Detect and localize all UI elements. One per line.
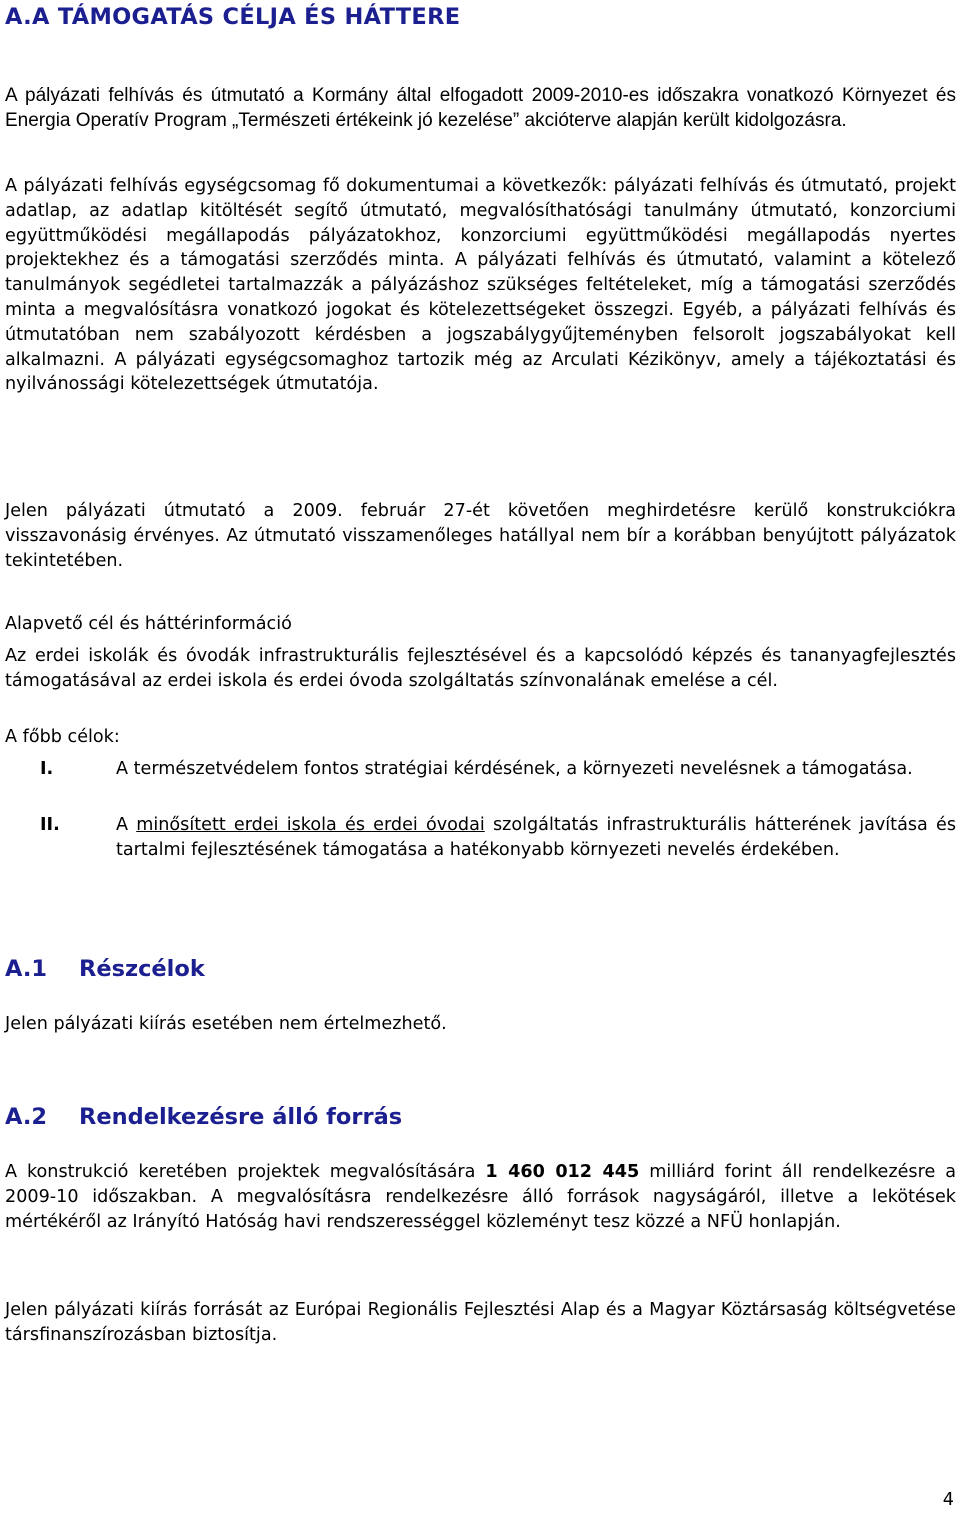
validity-block <box>5 499 956 573</box>
subsection-title: Rendelkezésre álló forrás <box>79 1104 403 1130</box>
intro-text-a: A pályázati felhívás és útmutató a Kormány által elfogadott 2009-2010-es időszakra vonatkozó Környezet és Energia Operatív Program „Természeti értékeink jó kezelése” akcióterve alapján került kidolgozásra. <box>5 85 956 131</box>
subsection-heading-a2 <box>5 1104 402 1130</box>
goal-number: I. <box>40 759 54 779</box>
document-page <box>5 0 956 1515</box>
subsection-number: A.2 <box>5 1104 48 1130</box>
amount-text-start: A konstrukció keretében projektek megvalósítására <box>5 1162 486 1182</box>
background-title-block <box>5 612 956 637</box>
background-block <box>5 644 956 694</box>
goal-text-end: szolgáltatás infrastrukturális hátterének javítása és tartalmi fejlesztésének támogatása a hatékonyabb környezeti nevelés érdekében. <box>116 815 956 860</box>
a1-paragraph: Jelen pályázati kiírás esetében nem értelmezhető. <box>5 1014 447 1034</box>
goal-text <box>116 813 956 863</box>
subsection-number: A.1 <box>5 956 48 982</box>
qualified-school-link[interactable]: minősített erdei iskola és erdei óvodai <box>136 815 485 835</box>
funding-amount-paragraph <box>5 1160 956 1234</box>
validity-paragraph: Jelen pályázati útmutató a 2009. február 27-ét követően meghirdetésre kerülő konstrukciókra visszavonásig érvényes. Az útmutató visszamenőleges hatállyal nem bír a korábban benyújtott pályázatok tekintetében. <box>5 501 956 571</box>
funding-source-paragraph: Jelen pályázati kiírás forrását az Európai Regionális Fejlesztési Alap és a Magyar Köztársaság költségvetése társfinanszírozásban biztosítja. <box>5 1300 956 1345</box>
subsection-title: Részcélok <box>79 956 205 982</box>
goal-text: A természetvédelem fontos stratégiai kérdésének, a környezeti nevelésnek a támogatása. <box>116 759 913 779</box>
intro-paragraph <box>5 84 956 133</box>
a2-block <box>5 1160 956 1234</box>
goal-text-start: A <box>116 815 137 835</box>
section-heading-main: A.A TÁMOGATÁS CÉLJA ÉS HÁTTERE <box>5 4 461 30</box>
documents-paragraph <box>5 174 956 397</box>
intro-block <box>5 84 956 133</box>
intro-block-2 <box>5 174 956 397</box>
intro-text-c: A pályázati felhívás és útmutató, valamint a kötelező tanulmányok segédletei tartalmazzák a pályázáshoz szükséges feltételeket, míg a támogatási szerződés minta a megvalósításra vonatkozó jogokat és kötelezettségeket összegzi. Egyéb, a pályázati felhívás és útmutatóban nem szabályozott kérdésben a jogszabálygyűjteményben felsorolt jogszabályokat kell alkalmazni. A pályázati egységcsomaghoz tartozik még az Arculati Kézikönyv, amely a tájékoztatási és nyilvánossági kötelezettségek útmutatója. <box>5 250 956 395</box>
goal-number: II. <box>40 815 60 835</box>
intro-text-b: A pályázati felhívás egységcsomag fő dokumentumai a következők: pályázati felhívás és útmutató, projekt adatlap, az adatlap kitöltését segítő útmutató, megvalósíthatósági tanulmány útmutató, konzorciumi együttműködési megállapodás pályázatokhoz, konzorciumi együttműködési megállapodás nyertes projektekhez és a támogatási szerződés minta. <box>5 176 956 271</box>
a1-block <box>5 1012 956 1037</box>
goals-label-block <box>5 725 956 750</box>
amount-text-end: milliárd forint áll rendelkezésre a 2009-10 időszakban. A megvalósításra rendelkezésre álló források nagyságáról, illetve a lekötések mértékéről az Irányító Hatóság havi rendszerességgel közleményt tesz közzé a NFÜ honlapján. <box>5 1162 956 1232</box>
goals-label: A főbb célok: <box>5 727 120 747</box>
a2-funding-block <box>5 1298 956 1348</box>
subsection-heading-a1 <box>5 956 205 982</box>
background-paragraph: Az erdei iskolák és óvodák infrastrukturális fejlesztésével és a kapcsolódó képzés és tananyagfejlesztés támogatásával az erdei iskola és erdei óvoda szolgáltatás színvonalának emelése a cél. <box>5 646 956 691</box>
page-number: 4 <box>942 1490 954 1510</box>
funding-amount: 1 460 012 445 <box>485 1162 640 1182</box>
background-title: Alapvető cél és háttérinformáció <box>5 614 292 634</box>
